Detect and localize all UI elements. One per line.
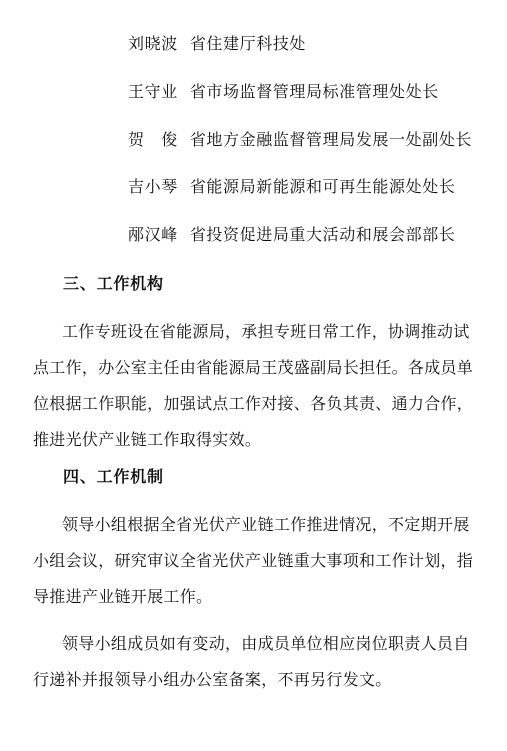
member-title: 省能源局新能源和可再生能源处处长 — [189, 177, 456, 196]
paragraph-line: 工作专班设在省能源局，承担专班日常工作，协调推动试 — [62, 322, 470, 341]
member-row — [128, 33, 306, 55]
member-name: 王守业 — [128, 82, 178, 101]
member-title: 省市场监督管理局标准管理处处长 — [189, 82, 439, 101]
member-title: 省投资促进局重大活动和展会部部长 — [189, 225, 456, 244]
paragraph-line: 领导小组成员如有变动，由成员单位相应岗位职责人员自 — [62, 634, 470, 653]
member-title: 省住建厅科技处 — [189, 34, 307, 53]
section4-paragraph-2 — [33, 633, 473, 705]
member-name: 吉小琴 — [128, 177, 178, 196]
section-heading-3: 三、工作机构 — [63, 274, 164, 293]
paragraph-line: 推进光伏产业链工作取得实效。 — [33, 430, 262, 449]
member-name: 刘晓波 — [128, 34, 178, 53]
paragraph-line: 位根据工作职能，加强试点工作对接、各负其责、通力合作， — [33, 394, 474, 413]
section3-paragraph — [33, 321, 473, 465]
member-row — [128, 129, 472, 151]
member-row — [128, 224, 455, 246]
member-name: 贺 俊 — [128, 130, 178, 149]
section4-paragraph-1 — [33, 514, 473, 622]
member-title: 省地方金融监督管理局发展一处副处长 — [189, 130, 473, 149]
member-row — [128, 81, 439, 103]
paragraph-line: 行递补并报领导小组办公室备案，不再另行发文。 — [33, 670, 392, 689]
paragraph-line: 领导小组根据全省光伏产业链工作推进情况，不定期开展 — [62, 515, 470, 534]
member-name: 邴汉峰 — [128, 225, 178, 244]
paragraph-line: 小组会议，研究审议全省光伏产业链重大事项和工作计划，指 — [33, 551, 474, 570]
section-heading-4: 四、工作机制 — [63, 467, 164, 486]
paragraph-line: 导推进产业链开展工作。 — [33, 587, 213, 606]
paragraph-line: 点工作，办公室主任由省能源局王茂盛副局长担任。各成员单 — [33, 358, 474, 377]
member-row — [128, 176, 455, 198]
